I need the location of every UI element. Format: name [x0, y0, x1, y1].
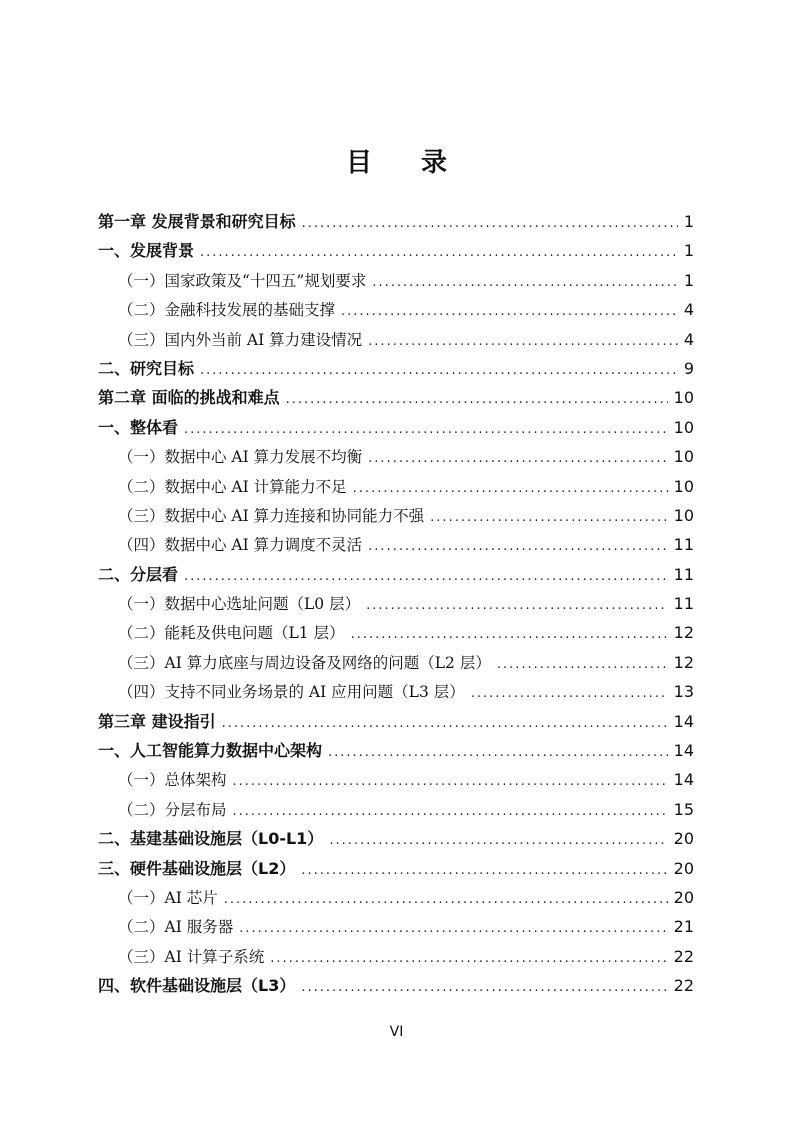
toc-entry[interactable] — [98, 883, 694, 912]
dot-leader — [301, 973, 667, 1002]
toc-entry-page: 20 — [673, 858, 694, 878]
dot-leader — [329, 826, 667, 855]
toc-entry-page: 10 — [673, 447, 694, 467]
toc-entry-label: （三）AI 算力底座与周边设备及网络的问题（L2 层） — [118, 653, 491, 672]
toc-entry-page: 10 — [673, 476, 694, 496]
toc-entry-page: 11 — [673, 535, 694, 555]
toc-entry-page: 12 — [673, 652, 694, 672]
toc-entry-page: 20 — [673, 887, 694, 907]
toc-entry-label: （三）AI 计算子系统 — [118, 947, 265, 966]
dot-leader — [222, 709, 668, 738]
toc-entry[interactable] — [98, 354, 694, 383]
toc-entry-page: 22 — [673, 946, 694, 966]
dot-leader — [270, 944, 667, 973]
dot-leader — [471, 679, 668, 708]
dot-leader — [372, 268, 677, 297]
toc-entry[interactable] — [98, 383, 694, 412]
toc-entry-label: （一）AI 芯片 — [118, 888, 218, 907]
toc-entry[interactable] — [98, 824, 694, 853]
toc-entry-page: 10 — [673, 388, 694, 408]
toc-entry-page: 4 — [683, 329, 694, 349]
toc-entry[interactable] — [98, 618, 694, 647]
toc-entry-page: 21 — [673, 917, 694, 937]
toc-entry-label: （二）分层布局 — [118, 800, 227, 819]
dot-leader — [366, 591, 668, 620]
toc-entry-page: 14 — [673, 711, 694, 731]
dot-leader — [368, 532, 667, 561]
dot-leader — [353, 474, 668, 503]
toc-entry-label: 第三章 建设指引 — [98, 711, 216, 731]
toc-entry-label: （二）数据中心 AI 计算能力不足 — [118, 477, 347, 496]
dot-leader — [301, 856, 667, 885]
toc-entry[interactable] — [98, 530, 694, 559]
toc-entry[interactable] — [98, 236, 694, 265]
toc-entry-label: 三、硬件基础设施层（L2） — [98, 858, 296, 878]
toc-entry-page: 1 — [683, 212, 694, 231]
toc-entry[interactable] — [98, 942, 694, 971]
toc-entry-label: （一）总体架构 — [118, 771, 227, 790]
table-of-contents — [98, 207, 694, 1001]
toc-entry-page: 14 — [673, 741, 694, 761]
toc-entry-label: （二）AI 服务器 — [118, 918, 234, 937]
dot-leader — [351, 620, 668, 649]
toc-entry[interactable] — [98, 442, 694, 471]
toc-entry-page: 10 — [673, 417, 694, 437]
toc-entry-label: 第二章 面临的挑战和难点 — [98, 388, 280, 408]
dot-leader — [302, 209, 678, 238]
toc-entry-label: 四、软件基础设施层（L3） — [98, 976, 296, 996]
toc-entry[interactable] — [98, 648, 694, 677]
toc-entry[interactable] — [98, 325, 694, 354]
toc-entry-page: 9 — [683, 358, 694, 378]
toc-entry[interactable] — [98, 266, 694, 295]
toc-entry-page: 4 — [683, 300, 694, 320]
page-number: VI — [389, 1024, 404, 1040]
dot-leader — [328, 738, 668, 767]
toc-entry-label: （一）国家政策及“十四五”规划要求 — [118, 271, 367, 290]
toc-entry[interactable] — [98, 795, 694, 824]
toc-entry[interactable] — [98, 472, 694, 501]
toc-entry[interactable] — [98, 854, 694, 883]
toc-entry-page: 11 — [673, 594, 694, 614]
dot-leader — [497, 650, 668, 679]
toc-entry-label: （二）金融科技发展的基础支撑 — [118, 301, 336, 320]
dot-leader — [224, 885, 668, 914]
dot-leader — [341, 297, 678, 326]
toc-entry-label: 一、整体看 — [98, 417, 179, 437]
toc-entry[interactable] — [98, 707, 694, 736]
dot-leader — [233, 767, 668, 796]
dot-leader — [184, 562, 668, 591]
toc-entry-label: 一、人工智能算力数据中心架构 — [98, 741, 323, 761]
toc-entry-label: 二、基建基础设施层（L0-L1） — [98, 829, 324, 849]
dot-leader — [233, 797, 668, 826]
toc-entry-page: 1 — [683, 270, 694, 290]
toc-entry-page: 22 — [673, 976, 694, 996]
toc-entry[interactable] — [98, 295, 694, 324]
toc-entry-page: 15 — [673, 799, 694, 819]
toc-entry[interactable] — [98, 736, 694, 765]
toc-entry[interactable] — [98, 765, 694, 794]
toc-entry-label: （四）支持不同业务场景的 AI 应用问题（L3 层） — [118, 683, 465, 702]
toc-entry-page: 1 — [683, 241, 694, 261]
toc-entry[interactable] — [98, 501, 694, 530]
toc-entry-label: 第一章 发展背景和研究目标 — [98, 212, 296, 231]
toc-entry-label: （三）数据中心 AI 算力连接和协同能力不强 — [118, 506, 425, 525]
toc-entry-page: 20 — [673, 829, 694, 849]
toc-entry-label: （一）数据中心选址问题（L0 层） — [118, 595, 361, 614]
toc-entry[interactable] — [98, 207, 694, 236]
toc-entry[interactable] — [98, 589, 694, 618]
dot-leader — [286, 385, 668, 414]
toc-entry[interactable] — [98, 560, 694, 589]
toc-entry-label: （二）能耗及供电问题（L1 层） — [118, 624, 345, 643]
dot-leader — [368, 444, 667, 473]
page-title: 目 录 — [345, 148, 468, 178]
dot-leader — [239, 914, 667, 943]
toc-entry-label: 二、分层看 — [98, 564, 179, 584]
dot-leader — [430, 503, 667, 532]
toc-entry-label: （三）国内外当前 AI 算力建设情况 — [118, 330, 363, 349]
dot-leader — [184, 415, 668, 444]
toc-entry[interactable] — [98, 912, 694, 941]
dot-leader — [200, 238, 678, 267]
toc-entry[interactable] — [98, 971, 694, 1000]
toc-entry[interactable] — [98, 413, 694, 442]
toc-entry-page: 11 — [673, 564, 694, 584]
toc-entry-label: （一）数据中心 AI 算力发展不均衡 — [118, 448, 363, 467]
toc-entry-page: 12 — [673, 623, 694, 643]
toc-entry-page: 13 — [673, 682, 694, 702]
toc-entry-page: 14 — [673, 770, 694, 790]
toc-entry[interactable] — [98, 677, 694, 706]
dot-leader — [200, 356, 678, 385]
toc-entry-label: 一、发展背景 — [98, 241, 195, 261]
toc-entry-label: （四）数据中心 AI 算力调度不灵活 — [118, 536, 363, 555]
toc-entry-page: 10 — [673, 505, 694, 525]
toc-entry-label: 二、研究目标 — [98, 358, 195, 378]
dot-leader — [368, 327, 678, 356]
